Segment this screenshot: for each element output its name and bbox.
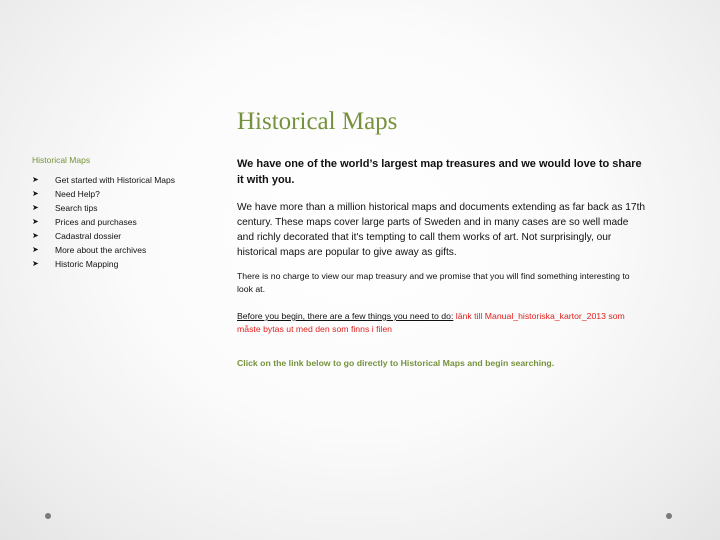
corner-dot-right [666,513,672,519]
page-title: Historical Maps [237,108,398,135]
arrow-bullet-icon: ➤ [32,217,39,226]
intro-paragraph: We have more than a million historical maps and documents extending as far back as 17th century. These maps cover large parts of Sweden and in many cases are so well made and richly decorated that it's tempting to call them works of art. Not surprisingly, our historical maps are popular to give away as gifts. [237,202,646,258]
manual-link-note[interactable]: länk till Manual_historiska_kartor_2013 som måste bytas ut med den som finns i filen [237,311,625,334]
lead-heading: We have one of the world’s largest map treasures and we would love to share it with you. [237,158,642,186]
no-charge-text: There is no charge to view our map treasury and we promise that you will find something interesting to look at. [237,271,630,294]
sidebar-item-label: Get started with Historical Maps [55,175,175,185]
sidebar-item-label: Search tips [55,203,98,213]
arrow-bullet-icon: ➤ [32,175,39,184]
sidebar-item-cadastral[interactable] [32,229,207,243]
sidebar-item-archives[interactable] [32,243,207,257]
sidebar-item-label: Prices and purchases [55,217,137,227]
arrow-bullet-icon: ➤ [32,245,39,254]
sidebar-heading: Historical Maps [32,155,91,165]
sidebar-item-label: Historic Mapping [55,259,119,269]
sidebar-list [32,173,207,271]
arrow-bullet-icon: ➤ [32,231,39,240]
arrow-bullet-icon: ➤ [32,203,39,212]
sidebar-item-label: More about the archives [55,245,147,255]
sidebar-item-label: Need Help? [55,189,100,199]
sidebar-item-get-started[interactable] [32,173,207,187]
sidebar-item-label: Cadastral dossier [55,231,122,241]
arrow-bullet-icon: ➤ [32,189,39,198]
sidebar-nav [32,155,207,271]
before-you-begin [237,310,647,336]
click-instruction: Click on the link below to go directly to Historical Maps and begin searching. [237,358,555,368]
main-content [237,156,647,296]
sidebar-item-prices[interactable] [32,215,207,229]
sidebar-item-search-tips[interactable] [32,201,207,215]
sidebar-item-need-help[interactable] [32,187,207,201]
corner-dot-left [45,513,51,519]
sidebar-item-historic-mapping[interactable] [32,257,207,271]
before-you-begin-label: Before you begin, there are a few things you need to do: [237,311,454,321]
arrow-bullet-icon: ➤ [32,259,39,268]
